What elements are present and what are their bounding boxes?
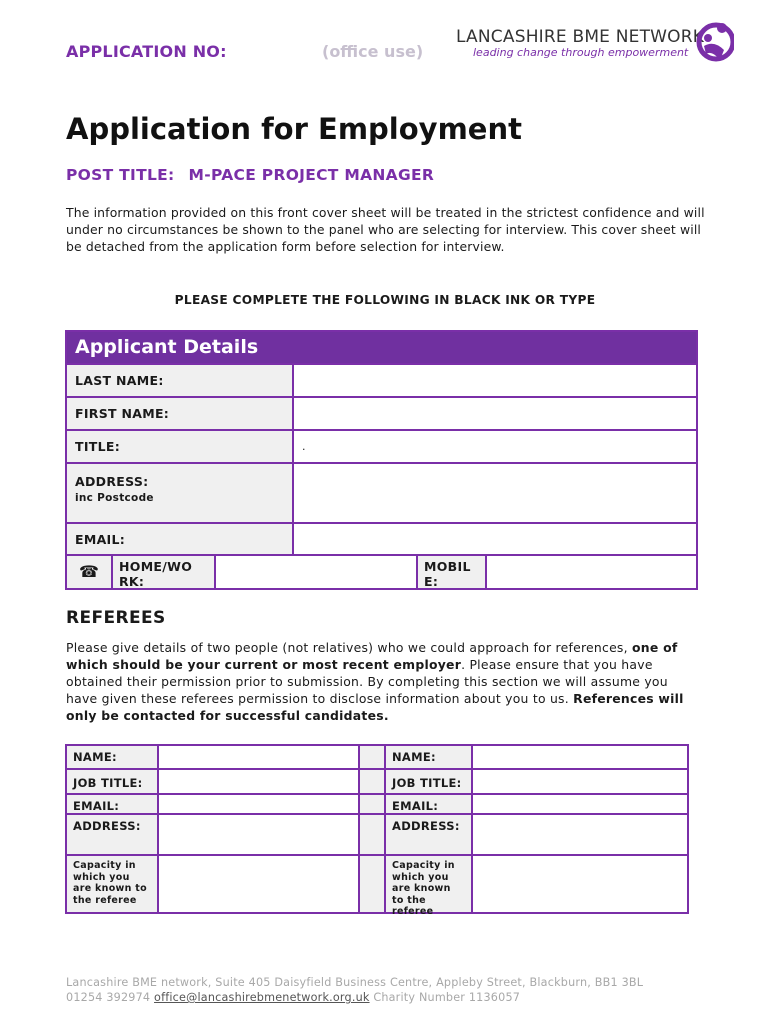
mobile-label-line1: MOBIL [424, 559, 471, 574]
footer-charity: Charity Number 1136057 [373, 991, 521, 1004]
referee2-name-field[interactable] [473, 746, 687, 768]
referee1-job-field[interactable] [159, 770, 360, 793]
logo-icon [694, 20, 734, 64]
referees-intro-part1: Please give details of two people (not relatives) who we could approach for references, [66, 640, 628, 655]
address-label [67, 464, 294, 522]
referee2-address-field[interactable] [473, 815, 687, 854]
address-label-text: ADDRESS: [75, 474, 149, 489]
title-row [67, 429, 696, 462]
office-use-note: (office use) [322, 42, 424, 61]
referees-intro-bold: one of which should be your current or most recent employer [66, 640, 678, 672]
referee2-capacity-label: Capacity in which you are known to the referee [386, 856, 473, 912]
referee2-capacity-field[interactable] [473, 856, 687, 912]
referees-heading: REFEREES [66, 608, 166, 628]
logo-name: LANCASHIRE BME NETWORK [456, 27, 705, 47]
last-name-field[interactable] [294, 365, 696, 396]
referee2-job-field[interactable] [473, 770, 687, 793]
title-field-value: . [302, 440, 306, 453]
referee2-email-field[interactable] [473, 795, 687, 813]
address-note: inc Postcode [75, 492, 154, 504]
email-label: EMAIL: [67, 524, 294, 554]
referee-address-row [67, 813, 687, 854]
address-row [67, 462, 696, 522]
referee1-address-label: ADDRESS: [67, 815, 159, 854]
footer-email-link[interactable]: office@lancashirebmenetwork.org.uk [154, 991, 370, 1004]
referee-name-row [67, 746, 687, 768]
intro-paragraph: The information provided on this front cover sheet will be treated in the strictest confidence and will under no circumstances be shown to the panel who are selecting for interview. This cover sheet will be detached from the application form before selection for interview. [66, 205, 705, 254]
referee1-address-field[interactable] [159, 815, 360, 854]
first-name-field[interactable] [294, 398, 696, 429]
email-field[interactable] [294, 524, 696, 554]
referee1-email-field[interactable] [159, 795, 360, 813]
post-title-value: M-PACE PROJECT MANAGER [188, 166, 435, 184]
logo-tagline: leading change through empowerment [473, 46, 689, 59]
referees-intro-bold2: References will only be contacted for successful candidates. [66, 691, 684, 723]
referee2-email-label: EMAIL: [386, 795, 473, 813]
referee1-name-label: NAME: [67, 746, 159, 768]
email-row [67, 522, 696, 554]
referee-job-row [67, 768, 687, 793]
referees-table [65, 744, 689, 917]
mobile-phone-field[interactable] [487, 556, 696, 588]
referees-intro [66, 639, 702, 724]
referee2-job-label: JOB TITLE: [386, 770, 473, 793]
referee1-capacity-field[interactable] [159, 856, 360, 912]
referee1-capacity-label: Capacity in which you are known to the referee [67, 856, 159, 912]
title-label: TITLE: [67, 431, 294, 462]
page-title: Application for Employment [66, 112, 522, 146]
referee1-name-field[interactable] [159, 746, 360, 768]
instruction-text: PLEASE COMPLETE THE FOLLOWING IN BLACK INK OR TYPE [174, 293, 596, 307]
footer-contact-line [66, 990, 643, 1005]
referee2-address-label: ADDRESS: [386, 815, 473, 854]
first-name-label: FIRST NAME: [67, 398, 294, 429]
home-work-label-line2: RK: [119, 574, 145, 589]
applicant-details-heading: Applicant Details [67, 332, 696, 363]
last-name-label: LAST NAME: [67, 365, 294, 396]
footer-address: Lancashire BME network, Suite 405 Daisyfield Business Centre, Appleby Street, Blackburn, BB1 3BL [66, 976, 644, 989]
last-name-row [67, 363, 696, 396]
mobile-label [418, 556, 487, 588]
phone-row [67, 554, 696, 588]
referee-capacity-row [67, 854, 687, 917]
referee1-job-label: JOB TITLE: [67, 770, 159, 793]
post-title-label: POST TITLE: [66, 166, 175, 184]
referees-intro-part2: . Please ensure that you have obtained their permission prior to submission. By completing this section we will assume you have given these referees permission to disclose information about you to us. [66, 657, 668, 706]
home-work-label-line1: HOME/WO [119, 559, 193, 574]
title-field[interactable] [294, 431, 696, 462]
applicant-details-table [65, 330, 698, 590]
telephone-icon: ☎ [67, 556, 113, 588]
footer [66, 975, 643, 1005]
home-work-label [113, 556, 216, 588]
referee1-email-label: EMAIL: [67, 795, 159, 813]
referee2-name-label: NAME: [386, 746, 473, 768]
mobile-label-line2: E: [424, 574, 439, 589]
first-name-row [67, 396, 696, 429]
application-no-label: APPLICATION NO: [66, 42, 227, 61]
post-title [66, 166, 434, 184]
home-work-phone-field[interactable] [216, 556, 418, 588]
referee-email-row [67, 793, 687, 813]
footer-phone: 01254 392974 [66, 991, 151, 1004]
address-field[interactable] [294, 464, 696, 522]
